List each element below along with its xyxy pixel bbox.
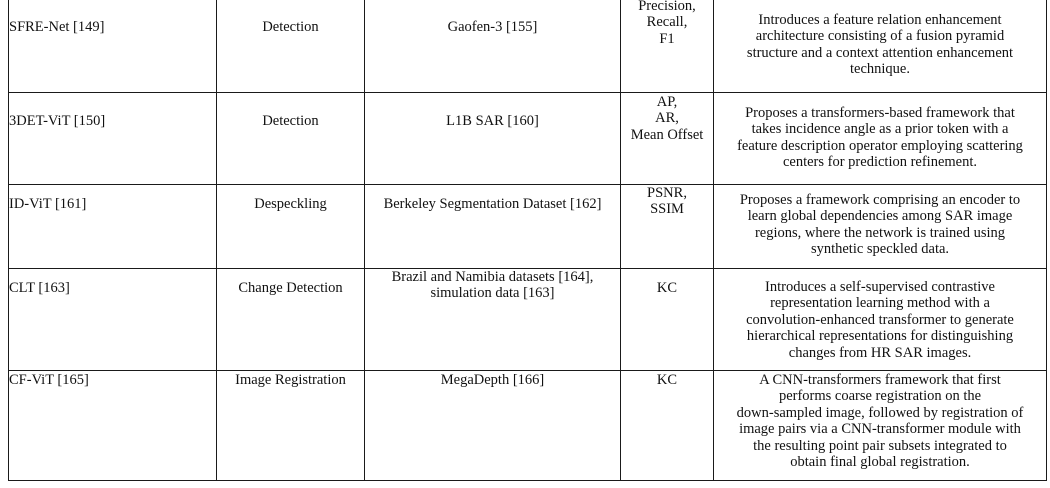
dataset-line: MegaDepth [166] — [440, 372, 545, 388]
methods-table — [8, 0, 1047, 481]
method-name-cell — [9, 371, 217, 481]
description-line: architecture consisting of a fusion pyramid — [755, 28, 1005, 45]
description-cell — [714, 371, 1047, 481]
description-line: Introduces a self-supervised contrastive — [765, 279, 995, 295]
metric-line: AR, — [655, 110, 679, 127]
description-line: synthetic speckled data. — [810, 241, 950, 258]
task-cell — [217, 185, 365, 269]
description-cell — [714, 185, 1047, 269]
description-cell — [714, 93, 1047, 185]
description-line: down-sampled image, followed by registration of — [736, 404, 1024, 421]
metrics-cell — [621, 185, 714, 269]
method-name-cell — [9, 269, 217, 371]
description-line: structure and a context attention enhancement — [746, 44, 1014, 61]
method-name: CF-ViT [165] — [9, 372, 89, 388]
description-line: Proposes a framework comprising an encoder to — [739, 192, 1021, 208]
metrics-cell — [621, 93, 714, 185]
task-label: Detection — [262, 113, 319, 129]
description-line: A CNN-transformers framework that first — [759, 372, 1001, 388]
task-cell — [217, 269, 365, 371]
task-cell — [217, 0, 365, 93]
description-line: image pairs via a CNN-transformer module with — [739, 421, 1021, 438]
task-label: Image Registration — [235, 372, 346, 388]
dataset-cell — [365, 93, 621, 185]
description-line: Introduces a feature relation enhancement — [758, 12, 1002, 28]
metric-line: KC — [656, 280, 678, 296]
dataset-line: Brazil and Namibia datasets [164], — [391, 269, 594, 285]
description-line: representation learning method with a — [770, 295, 990, 312]
table-row — [9, 371, 1047, 481]
method-name: SFRE-Net [149] — [9, 19, 105, 35]
dataset-cell — [365, 269, 621, 371]
dataset-cell — [365, 185, 621, 269]
dataset-line: L1B SAR [160] — [446, 113, 539, 129]
metrics-cell — [621, 269, 714, 371]
task-cell — [217, 371, 365, 481]
description-line: convolution-enhanced transformer to generate — [746, 311, 1014, 328]
description-cell — [714, 0, 1047, 93]
metric-line: PSNR, — [647, 185, 687, 201]
metric-line: Recall, — [646, 14, 688, 31]
metric-line: Mean Offset — [630, 126, 704, 143]
task-label: Detection — [262, 19, 319, 35]
table-row — [9, 93, 1047, 185]
description-line: performs coarse registration on the — [778, 388, 982, 405]
description-line: learn global dependencies among SAR image — [747, 208, 1013, 225]
dataset-cell — [365, 0, 621, 93]
dataset-line: Berkeley Segmentation Dataset [162] — [383, 196, 602, 212]
dataset-line: simulation data [163] — [430, 285, 555, 302]
task-cell — [217, 93, 365, 185]
metric-line: Precision, — [638, 0, 696, 14]
metrics-cell — [621, 371, 714, 481]
description-cell — [714, 269, 1047, 371]
description-line: centers for prediction refinement. — [782, 154, 978, 171]
table-row — [9, 269, 1047, 371]
method-name-cell — [9, 185, 217, 269]
method-name: CLT [163] — [9, 280, 70, 296]
description-line: feature description operator employing scattering — [737, 137, 1023, 154]
table-row — [9, 185, 1047, 269]
task-label: Despeckling — [254, 196, 327, 212]
dataset-cell — [365, 371, 621, 481]
method-name: ID-ViT [161] — [9, 196, 87, 212]
description-line: Proposes a transformers-based framework that — [745, 105, 1015, 121]
task-label: Change Detection — [238, 280, 343, 296]
description-line: hierarchical representations for distinguishing — [746, 328, 1014, 345]
description-line: obtain final global registration. — [790, 454, 970, 471]
dataset-line: Gaofen-3 [155] — [447, 19, 538, 35]
method-name-cell — [9, 0, 217, 93]
description-line: the resulting point pair subsets integrated to — [753, 437, 1007, 454]
metric-line: KC — [656, 372, 678, 388]
metric-line: SSIM — [650, 201, 684, 218]
method-name: 3DET-ViT [150] — [9, 113, 106, 129]
method-name-cell — [9, 93, 217, 185]
description-line: technique. — [850, 61, 910, 78]
metric-line: AP, — [656, 94, 678, 110]
description-line: changes from HR SAR images. — [788, 344, 972, 361]
description-line: regions, where the network is trained using — [754, 224, 1006, 241]
description-line: takes incidence angle as a prior token with a — [751, 121, 1009, 138]
metrics-cell — [621, 0, 714, 93]
metric-line: F1 — [659, 30, 675, 47]
table-row — [9, 0, 1047, 93]
